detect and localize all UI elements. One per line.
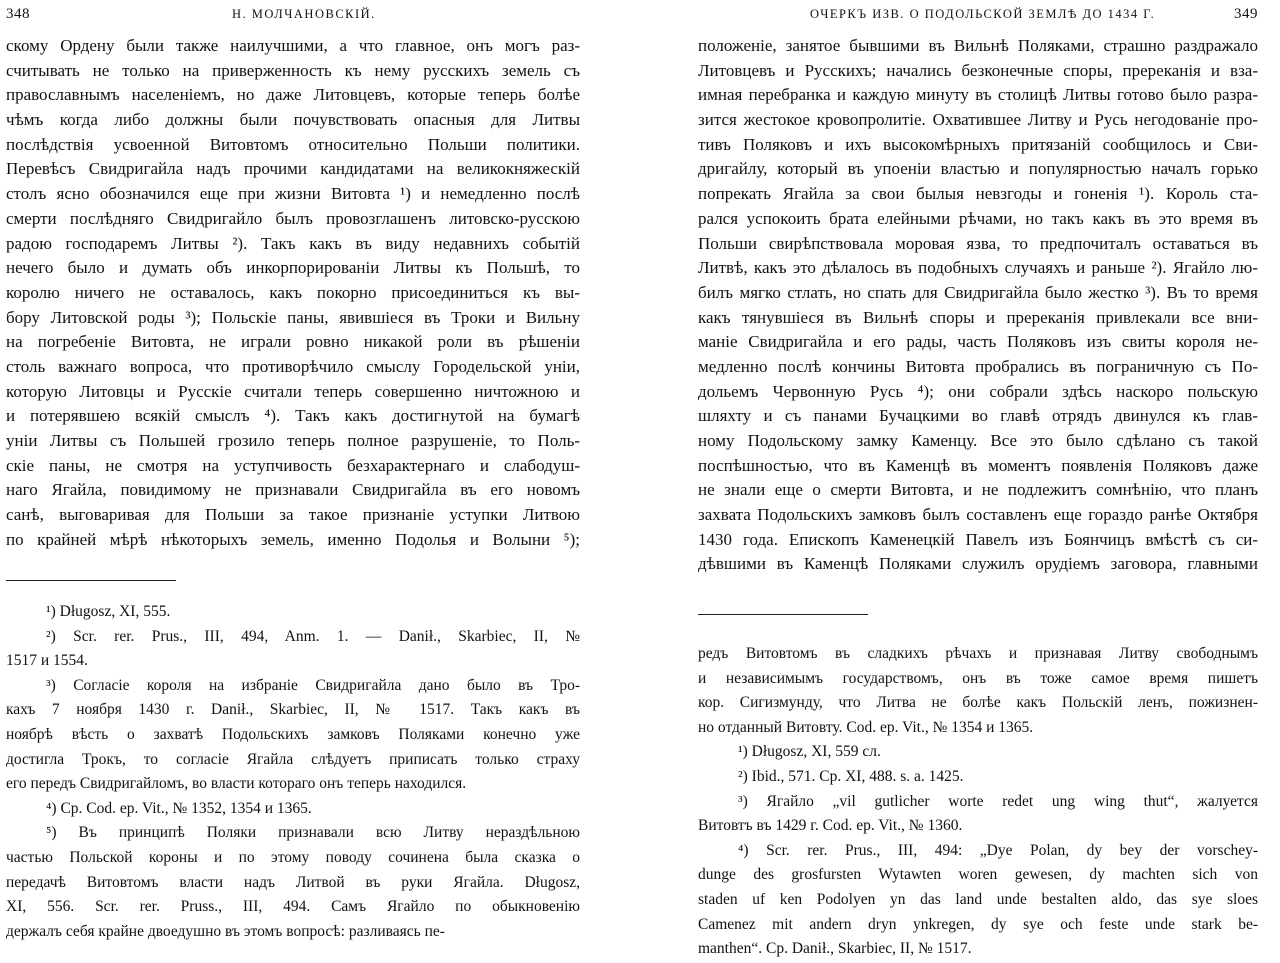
footnote-line: ²) Scr. rer. Prus., III, 494, Anm. 1. — Danił., Skarbiec, II, №	[46, 627, 580, 645]
right-page	[660, 0, 1280, 963]
text-line: нечего было и думать объ инкорпорированіи Литвы къ Польшѣ, то	[6, 258, 580, 278]
text-line: шляхту и съ панами Бучацкими во главѣ отрядъ двинулся къ глав-	[698, 406, 1258, 426]
footnote-line: dunge des grosfursten Wytawten woren gewesen, dy machten sich von	[698, 866, 1258, 884]
body-text	[6, 34, 580, 552]
text-line: православнымъ населеніемъ, но даже Литовцевъ, которые теперь болѣе	[6, 85, 580, 105]
running-title: Н. МОЛЧАНОВСКІЙ.	[232, 7, 376, 21]
text-line: радою господаремъ Литвы ²). Такъ какъ въ виду недавнихъ событій	[6, 233, 580, 253]
footnote-line: ³) Согласіе короля на избраніе Свидригайла дано было въ Тро-	[46, 676, 580, 694]
text-line: не знали еще о смерти Витовта, и не подлежитъ сомнѣнію, что планъ	[698, 480, 1258, 500]
text-line: попрекать Ягайла за свои былыя невзгоды и гоненія ¹). Король ста-	[698, 184, 1258, 204]
left-page	[0, 0, 620, 963]
text-line: бору Литовской роды ³); Польскіе паны, явившіеся въ Троки и Вильну	[6, 307, 580, 327]
footnote-line: ⁵) Въ принципѣ Поляки признавали всю Литву нераздѣльною	[46, 824, 580, 842]
footnote-line: Camenez mit andern dryn ynkregen, dy sye och feste unde stark be-	[698, 915, 1258, 933]
running-title: ОЧЕРКЪ ИЗВ. О ПОДОЛЬСКОЙ ЗЕМЛѢ ДО 1434 Г.	[810, 7, 1156, 21]
text-line: имная перебранка и каждую минуту въ столицѣ Литвы готово было разра-	[698, 85, 1258, 105]
footnote	[6, 797, 580, 822]
text-line: положеніе, занятое бывшими въ Вильнѣ Поляками, страшно раздражало	[698, 36, 1258, 55]
footnote	[6, 674, 580, 797]
text-line: послѣдствія усвоенной Витовтомъ относительно Польши политики.	[6, 134, 580, 154]
text-line: маніе Свидригайла и его рады, часть Поляковъ изъ свиты короля не-	[698, 332, 1258, 352]
text-line: дригайлу, который въ упоеніи властью и популярностью началъ горько	[698, 159, 1258, 179]
footnote-line: ³) Ягайло „vil gutlicher worte redet ung wing thut“, жалуется	[738, 792, 1258, 810]
footnote-line: редъ Витовтомъ въ сладкихъ рѣчахъ и признавая Литву свободнымъ	[698, 645, 1258, 662]
footnote	[698, 765, 1258, 790]
text-line: захвата Подольскихъ замковъ былъ составленъ еще гораздо ранѣе Октября	[698, 505, 1258, 525]
running-head	[660, 6, 1280, 26]
running-head	[0, 6, 620, 26]
text-line: Польши свирѣпствовала моровая язва, то предпочиталъ оставаться въ	[698, 233, 1258, 253]
text-line: наго Ягайла, повидимому не признавали Свидригайла въ его новомъ	[6, 480, 580, 500]
footnote	[6, 625, 580, 674]
text-line: ному Подольскому замку Каменцу. Все это было сдѣлано съ такой	[698, 431, 1258, 450]
text-line: столъ ясно обозначился еще при жизни Витовта ¹) и немедленно послѣ	[6, 184, 580, 204]
footnote-line: его передъ Свидригайломъ, во власти котораго онъ теперь находился.	[6, 775, 467, 793]
footnote-line: частью Польской короны и по этому поводу сочинена была сказка о	[6, 848, 580, 866]
text-line: Литвѣ, какъ это дѣлалось въ подобныхъ случаяхъ и раньше ²). Ягайло лю-	[698, 258, 1258, 278]
page-number: 349	[1234, 6, 1258, 22]
footnote-line: Витовтъ въ 1429 г. Cod. ep. Vit., № 1360.	[698, 817, 963, 835]
text-line: медленно послѣ кончины Витовта пробрались въ пограничную съ По-	[698, 356, 1258, 376]
footnotes	[698, 642, 1258, 962]
footnote	[698, 790, 1258, 839]
text-line: считывать не только на приверженность къ нему русскихъ земель съ	[6, 60, 580, 80]
text-line: и потерявшею всякій смыслъ ⁴). Такъ какъ достигнутой на бумагѣ	[6, 406, 580, 426]
footnote	[698, 740, 1258, 765]
text-line: какъ тянувшіеся въ Вильнѣ споры и пререканія привлекали все вни-	[698, 307, 1258, 327]
footnote-line: staden uf ken Podolyen yn das land unde bestalten aldo, das sye sloes	[698, 890, 1258, 908]
footnote-line: manthen“. Cp. Danił., Skarbiec, II, № 1517.	[698, 940, 972, 958]
text-line: дѣвшими въ Каменцѣ Поляками служилъ орудіемъ заговора, главными	[698, 554, 1258, 574]
text-line: дольемъ Червонную Русь ⁴); они собрали здѣсь наскоро польскую	[698, 381, 1258, 401]
footnote-rule	[698, 614, 868, 615]
footnote	[6, 600, 580, 625]
text-line: Литовцевъ и Русскихъ; начались безконечные споры, пререканія и вза-	[698, 60, 1258, 80]
footnote-line: XI, 556. Scr. rer. Pruss., III, 494. Самъ Ягайло по обыкновенію	[6, 898, 580, 916]
footnote-line: ⁴) Scr. rer. Prus., III, 494: „Dye Polan, dy bey der vorschey-	[738, 841, 1258, 859]
text-line: столь важнаго вопроса, что противорѣчило смыслу Городельской уніи,	[6, 356, 580, 376]
text-line: поспѣшностью, что въ Каменцѣ въ моментъ появленія Поляковъ даже	[698, 455, 1258, 475]
text-line: зится жестокое кровопролитіе. Охватившее Литву и Русь негодованіе про-	[698, 110, 1258, 130]
text-line: рался успокоить брата елейными рѣчами, но такъ какъ въ это время въ	[698, 208, 1258, 228]
text-line: по крайней мѣрѣ нѣкоторыхъ земель, именно Подолья и Волыни ⁵);	[6, 529, 580, 549]
footnote-line: 1517 и 1554.	[6, 652, 88, 670]
footnote-line: и независимымъ государствомъ, онъ въ тоже самое время пишетъ	[698, 669, 1258, 687]
text-line: королю ничего не оставалось, какъ покорно присоединиться къ вы-	[6, 282, 580, 302]
footnote-line: держалъ себя крайне двоедушно въ этомъ вопросѣ: разливаясь пе-	[6, 922, 445, 940]
footnote-rule	[6, 580, 176, 581]
text-line: смерти послѣдняго Свидригайло былъ провозглашенъ литовско-русскою	[6, 208, 580, 228]
footnote	[6, 821, 580, 944]
text-line: скіе паны, не смотря на уступчивость безхарактернаго и слабодуш-	[6, 455, 580, 475]
text-line: санѣ, выговаривая для Польши за такое признаніе уступки Литвою	[6, 505, 580, 525]
text-line: билъ мягко стлать, но спать для Свидригайла было жестко ³). Въ то время	[698, 282, 1258, 302]
footnote-line: кахъ 7 ноября 1430 г. Danił., Skarbiec, II, № 1517. Такъ какъ въ	[6, 701, 580, 719]
page-number: 348	[6, 6, 30, 22]
text-line: уніи Литвы съ Польшей грозило теперь полное разрушеніе, то Поль-	[6, 431, 580, 450]
footnote-line: ¹) Długosz, XI, 555.	[46, 603, 171, 620]
text-line: которую Литовцы и Русскіе считали теперь совершенно ничтожною и	[6, 381, 580, 401]
footnotes	[6, 600, 580, 944]
text-line: скому Ордену были также наилучшими, а что главное, онъ могъ раз-	[6, 36, 580, 55]
body-text	[698, 34, 1258, 577]
footnote-line: ¹) Długosz, XI, 559 сл.	[738, 743, 881, 761]
footnote	[698, 642, 1258, 740]
text-line: чѣмъ когда либо должны были почувствовать опасныя для Литвы	[6, 110, 580, 130]
footnote-line: кор. Сигизмунду, что Литва не болѣе какъ Польскій ленъ, пожизнен-	[698, 694, 1258, 712]
footnote-line: передачѣ Витовтомъ власти надъ Литвой въ руки Ягайла. Długosz,	[6, 873, 580, 891]
text-line: тивъ Поляковъ и ихъ высокомѣрныхъ притязаній сообщилось и Сви-	[698, 134, 1258, 154]
text-line: 1430 года. Епископъ Каменецкій Павелъ изъ Боянчицъ вмѣстѣ съ си-	[698, 529, 1258, 549]
footnote-line: ноябрѣ вѣсть о захватѣ Подольскихъ замковъ Поляками конечно уже	[6, 725, 580, 743]
footnote-line: но отданный Витовту. Cod. ep. Vit., № 1354 и 1365.	[698, 718, 1034, 736]
footnote	[698, 839, 1258, 962]
text-line: Перевѣсъ Свидригайла надъ прочими кандидатами на великокняжескій	[6, 159, 580, 179]
footnote-line: ⁴) Cp. Cod. ep. Vit., № 1352, 1354 и 1365.	[46, 799, 312, 817]
footnote-line: ²) Ibid., 571. Cp. XI, 488. s. a. 1425.	[738, 767, 964, 785]
text-line: на погребеніе Витовта, не играли ровно никакой роли въ рѣшеніи	[6, 332, 580, 352]
footnote-line: достигла Трокъ, то согласіе Ягайла слѣдуетъ приписать только страху	[6, 750, 580, 768]
